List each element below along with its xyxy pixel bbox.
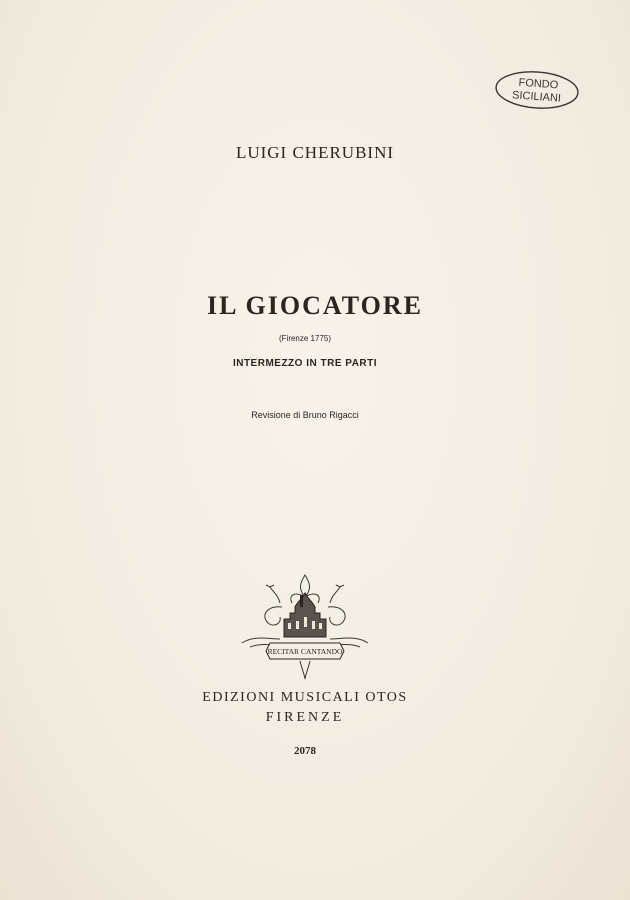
work-title: IL GIOCATORE (207, 291, 423, 320)
library-stamp (494, 70, 580, 110)
publisher-city: FIRENZE (265, 710, 345, 725)
composer-name: LUIGI CHERUBINI (235, 143, 395, 162)
work-subtitle: INTERMEZZO IN TRE PARTI (232, 358, 378, 369)
stamp-line-1: FONDO (518, 76, 559, 92)
composition-date: (Firenze 1775) (278, 334, 332, 343)
publisher-emblem-icon (240, 573, 370, 681)
emblem-motto: RECITAR CANTANDO (267, 647, 343, 656)
stamp-line-2: SICILIANI (511, 89, 562, 105)
publisher-name: EDIZIONI MUSICALI OTOS (202, 690, 408, 705)
revision-credit: Revisione di Bruno Rigacci (251, 410, 359, 420)
catalog-number: 2078 (294, 745, 316, 757)
